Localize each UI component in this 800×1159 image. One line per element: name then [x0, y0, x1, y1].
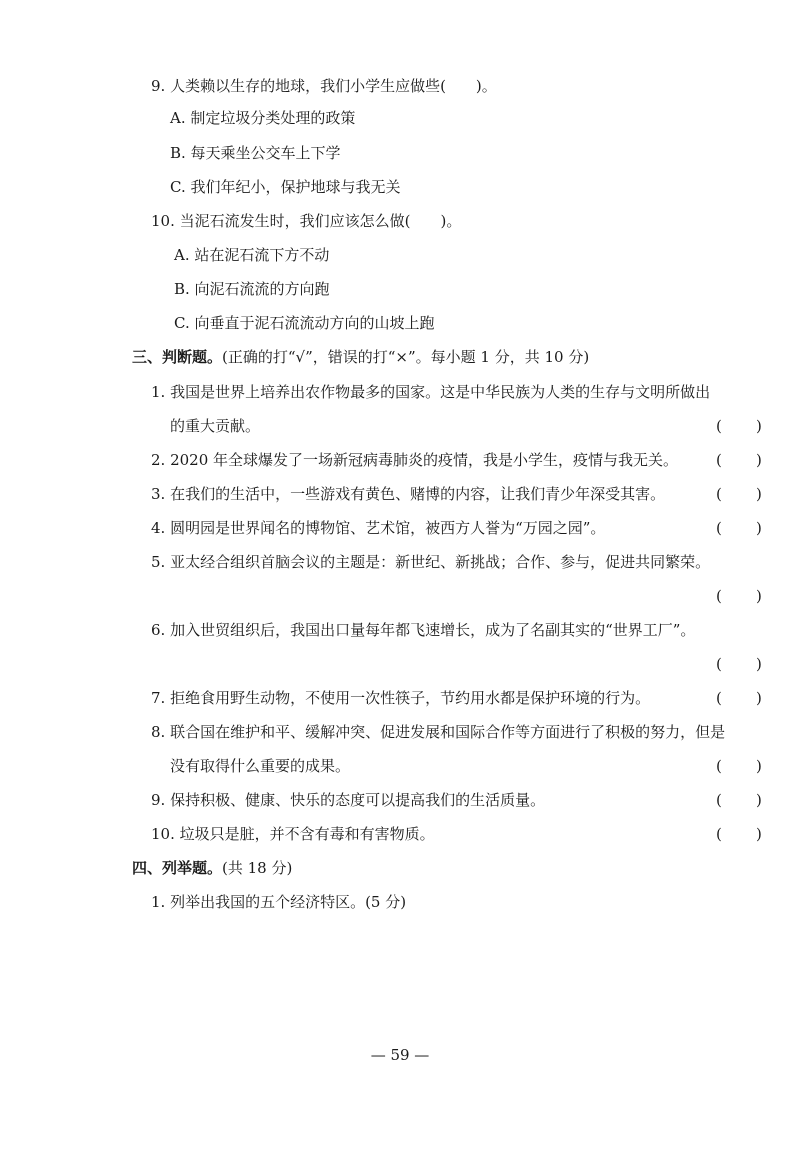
tf-item-1-line2: 的重大贡献。 — [170, 417, 261, 435]
question-10-stem: 10. 当泥石流发生时，我们应该怎么做( )。 — [151, 212, 462, 230]
section-3-heading — [132, 347, 589, 367]
section-4-heading — [132, 858, 292, 878]
section-3-note: (正确的打“√”，错误的打“×”。每小题 1 分，共 10 分) — [222, 348, 590, 366]
section-4-note: (共 18 分) — [222, 859, 293, 877]
question-9-option-b: B. 每天乘坐公交车上下学 — [170, 144, 341, 162]
page-number: — 59 — — [370, 1046, 430, 1064]
question-9-option-c: C. 我们年纪小，保护地球与我无关 — [170, 178, 401, 196]
tf-item-2-answer-blank[interactable]: ( ) — [716, 451, 762, 469]
tf-item-5-answer-blank[interactable]: ( ) — [716, 587, 762, 605]
tf-item-9-answer-blank[interactable]: ( ) — [716, 791, 762, 809]
question-10-option-b: B. 向泥石流流的方向跑 — [174, 280, 330, 298]
question-9-stem: 9. 人类赖以生存的地球，我们小学生应做些( )。 — [151, 77, 497, 95]
tf-item-1-answer-blank[interactable]: ( ) — [716, 417, 762, 435]
tf-item-9: 9. 保持积极、健康、快乐的态度可以提高我们的生活质量。 — [151, 791, 546, 809]
section-4-title: 四、列举题。 — [132, 859, 223, 877]
tf-item-8-line2: 没有取得什么重要的成果。 — [170, 757, 351, 775]
question-10-option-a: A. 站在泥石流下方不动 — [174, 246, 330, 264]
question-10-option-c: C. 向垂直于泥石流流动方向的山坡上跑 — [174, 314, 435, 332]
tf-item-3-answer-blank[interactable]: ( ) — [716, 485, 762, 503]
list-question-1: 1. 列举出我国的五个经济特区。(5 分) — [151, 893, 407, 911]
tf-item-7: 7. 拒绝食用野生动物，不使用一次性筷子，节约用水都是保护环境的行为。 — [151, 689, 651, 707]
tf-item-4-answer-blank[interactable]: ( ) — [716, 519, 762, 537]
tf-item-2: 2. 2020 年全球爆发了一场新冠病毒肺炎的疫情，我是小学生，疫情与我无关。 — [151, 451, 679, 469]
question-9-option-a: A. 制定垃圾分类处理的政策 — [170, 109, 356, 127]
section-3-title: 三、判断题。 — [132, 348, 223, 366]
tf-item-6-answer-blank[interactable]: ( ) — [716, 655, 762, 673]
tf-item-8-answer-blank[interactable]: ( ) — [716, 757, 762, 775]
tf-item-8-line1: 8. 联合国在维护和平、缓解冲突、促进发展和国际合作等方面进行了积极的努力，但是 — [151, 723, 726, 741]
tf-item-3: 3. 在我们的生活中，一些游戏有黄色、赌博的内容，让我们青少年深受其害。 — [151, 485, 666, 503]
tf-item-5: 5. 亚太经合组织首脑会议的主题是：新世纪、新挑战；合作、参与，促进共同繁荣。 — [151, 553, 711, 571]
tf-item-10-answer-blank[interactable]: ( ) — [716, 825, 762, 843]
tf-item-7-answer-blank[interactable]: ( ) — [716, 689, 762, 707]
tf-item-4: 4. 圆明园是世界闻名的博物馆、艺术馆，被西方人誉为“万园之园”。 — [151, 519, 606, 537]
tf-item-10: 10. 垃圾只是脏，并不含有毒和有害物质。 — [151, 825, 435, 843]
tf-item-1-line1: 1. 我国是世界上培养出农作物最多的国家。这是中华民族为人类的生存与文明所做出 — [151, 383, 711, 401]
tf-item-6: 6. 加入世贸组织后，我国出口量每年都飞速增长，成为了名副其实的“世界工厂”。 — [151, 621, 696, 639]
